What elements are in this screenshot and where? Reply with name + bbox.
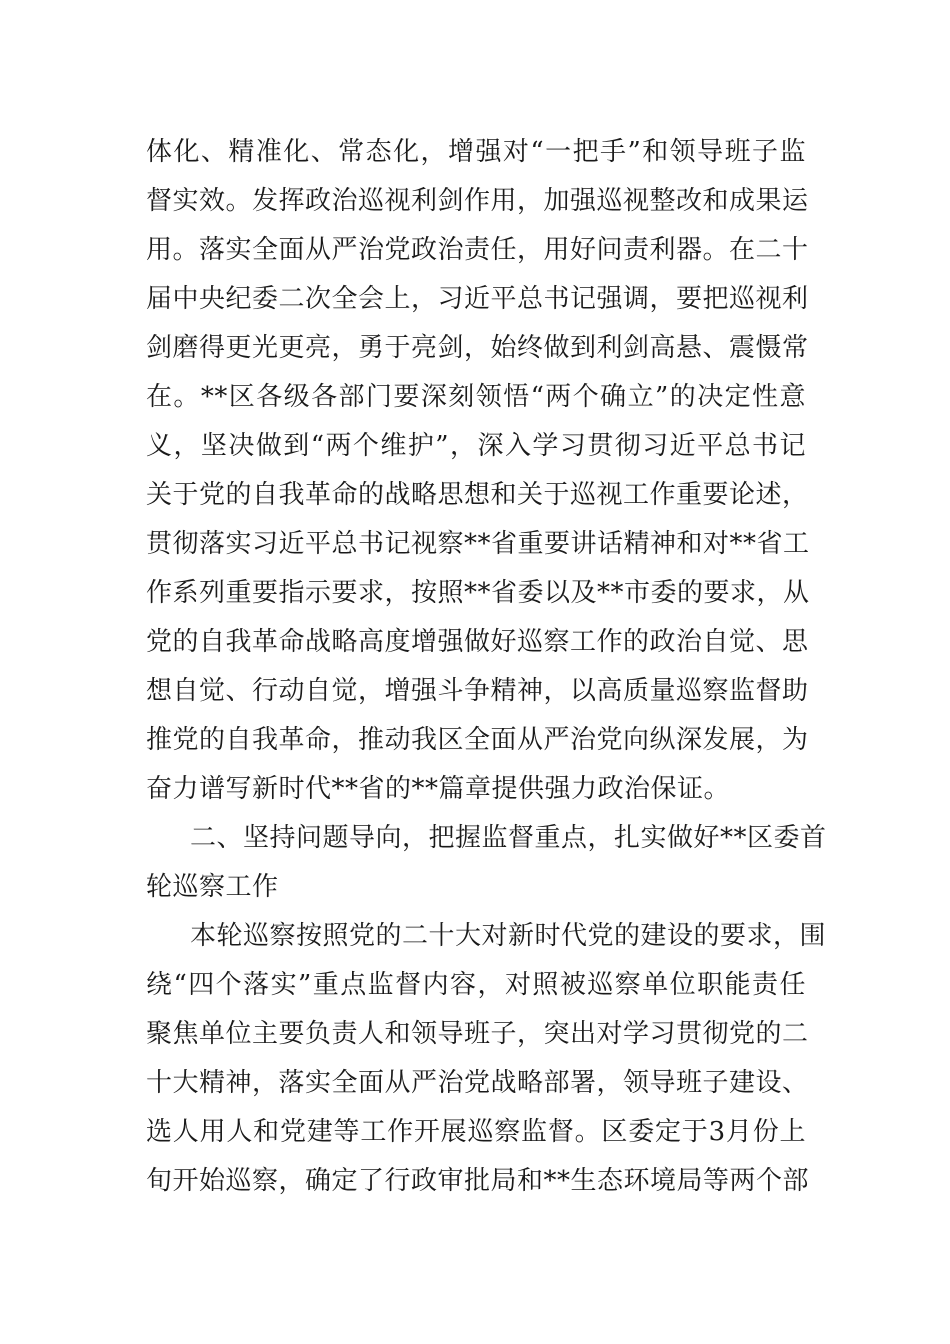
- paragraph-line: 在。**区各级各部门要深刻领悟“两个确立”的决定性意: [146, 382, 806, 412]
- paragraph-line: 义，坚决做到“两个维护”，深入学习贯彻习近平总书记: [146, 431, 806, 461]
- section-heading-line: 轮巡察工作: [146, 872, 279, 902]
- paragraph-line: 贯彻落实习近平总书记视察**省重要讲话精神和对**省工: [146, 529, 810, 559]
- paragraph-line: 聚焦单位主要负责人和领导班子，突出对学习贯彻党的二: [146, 1019, 809, 1049]
- paragraph-line: 届中央纪委二次全会上，习近平总书记强调，要把巡视利: [146, 284, 809, 314]
- paragraph-line: 作系列重要指示要求，按照**省委以及**市委的要求，从: [146, 578, 810, 608]
- paragraph-line: 推党的自我革命，推动我区全面从严治党向纵深发展，为: [146, 725, 809, 755]
- paragraph-line: 本轮巡察按照党的二十大对新时代党的建设的要求，围: [190, 921, 827, 951]
- paragraph-line: 绕“四个落实”重点监督内容，对照被巡察单位职能责任: [146, 970, 806, 1000]
- paragraph-line: 关于党的自我革命的战略思想和关于巡视工作重要论述，: [146, 480, 809, 510]
- paragraph-line: 党的自我革命战略高度增强做好巡察工作的政治自觉、思: [146, 627, 809, 657]
- paragraph-line: 想自觉、行动自觉，增强斗争精神，以高质量巡察监督助: [146, 676, 809, 706]
- section-heading-line: 二、坚持问题导向，把握监督重点，扎实做好**区委首: [190, 823, 827, 853]
- paragraph-line: 体化、精准化、常态化，增强对“一把手”和领导班子监: [146, 137, 806, 167]
- paragraph-line: 剑磨得更光更亮，勇于亮剑，始终做到利剑高悬、震慑常: [146, 333, 809, 363]
- paragraph-line: 奋力谱写新时代**省的**篇章提供强力政治保证。: [146, 774, 731, 804]
- paragraph-line: 旬开始巡察，确定了行政审批局和**生态环境局等两个部: [146, 1166, 810, 1196]
- paragraph-line: 督实效。发挥政治巡视利剑作用，加强巡视整改和成果运: [146, 186, 809, 216]
- paragraph-line: 用。落实全面从严治党政治责任，用好问责利器。在二十: [146, 235, 809, 265]
- paragraph-line: 选人用人和党建等工作开展巡察监督。区委定于3月份上: [146, 1117, 806, 1147]
- paragraph-line: 十大精神，落实全面从严治党战略部署，领导班子建设、: [146, 1068, 809, 1098]
